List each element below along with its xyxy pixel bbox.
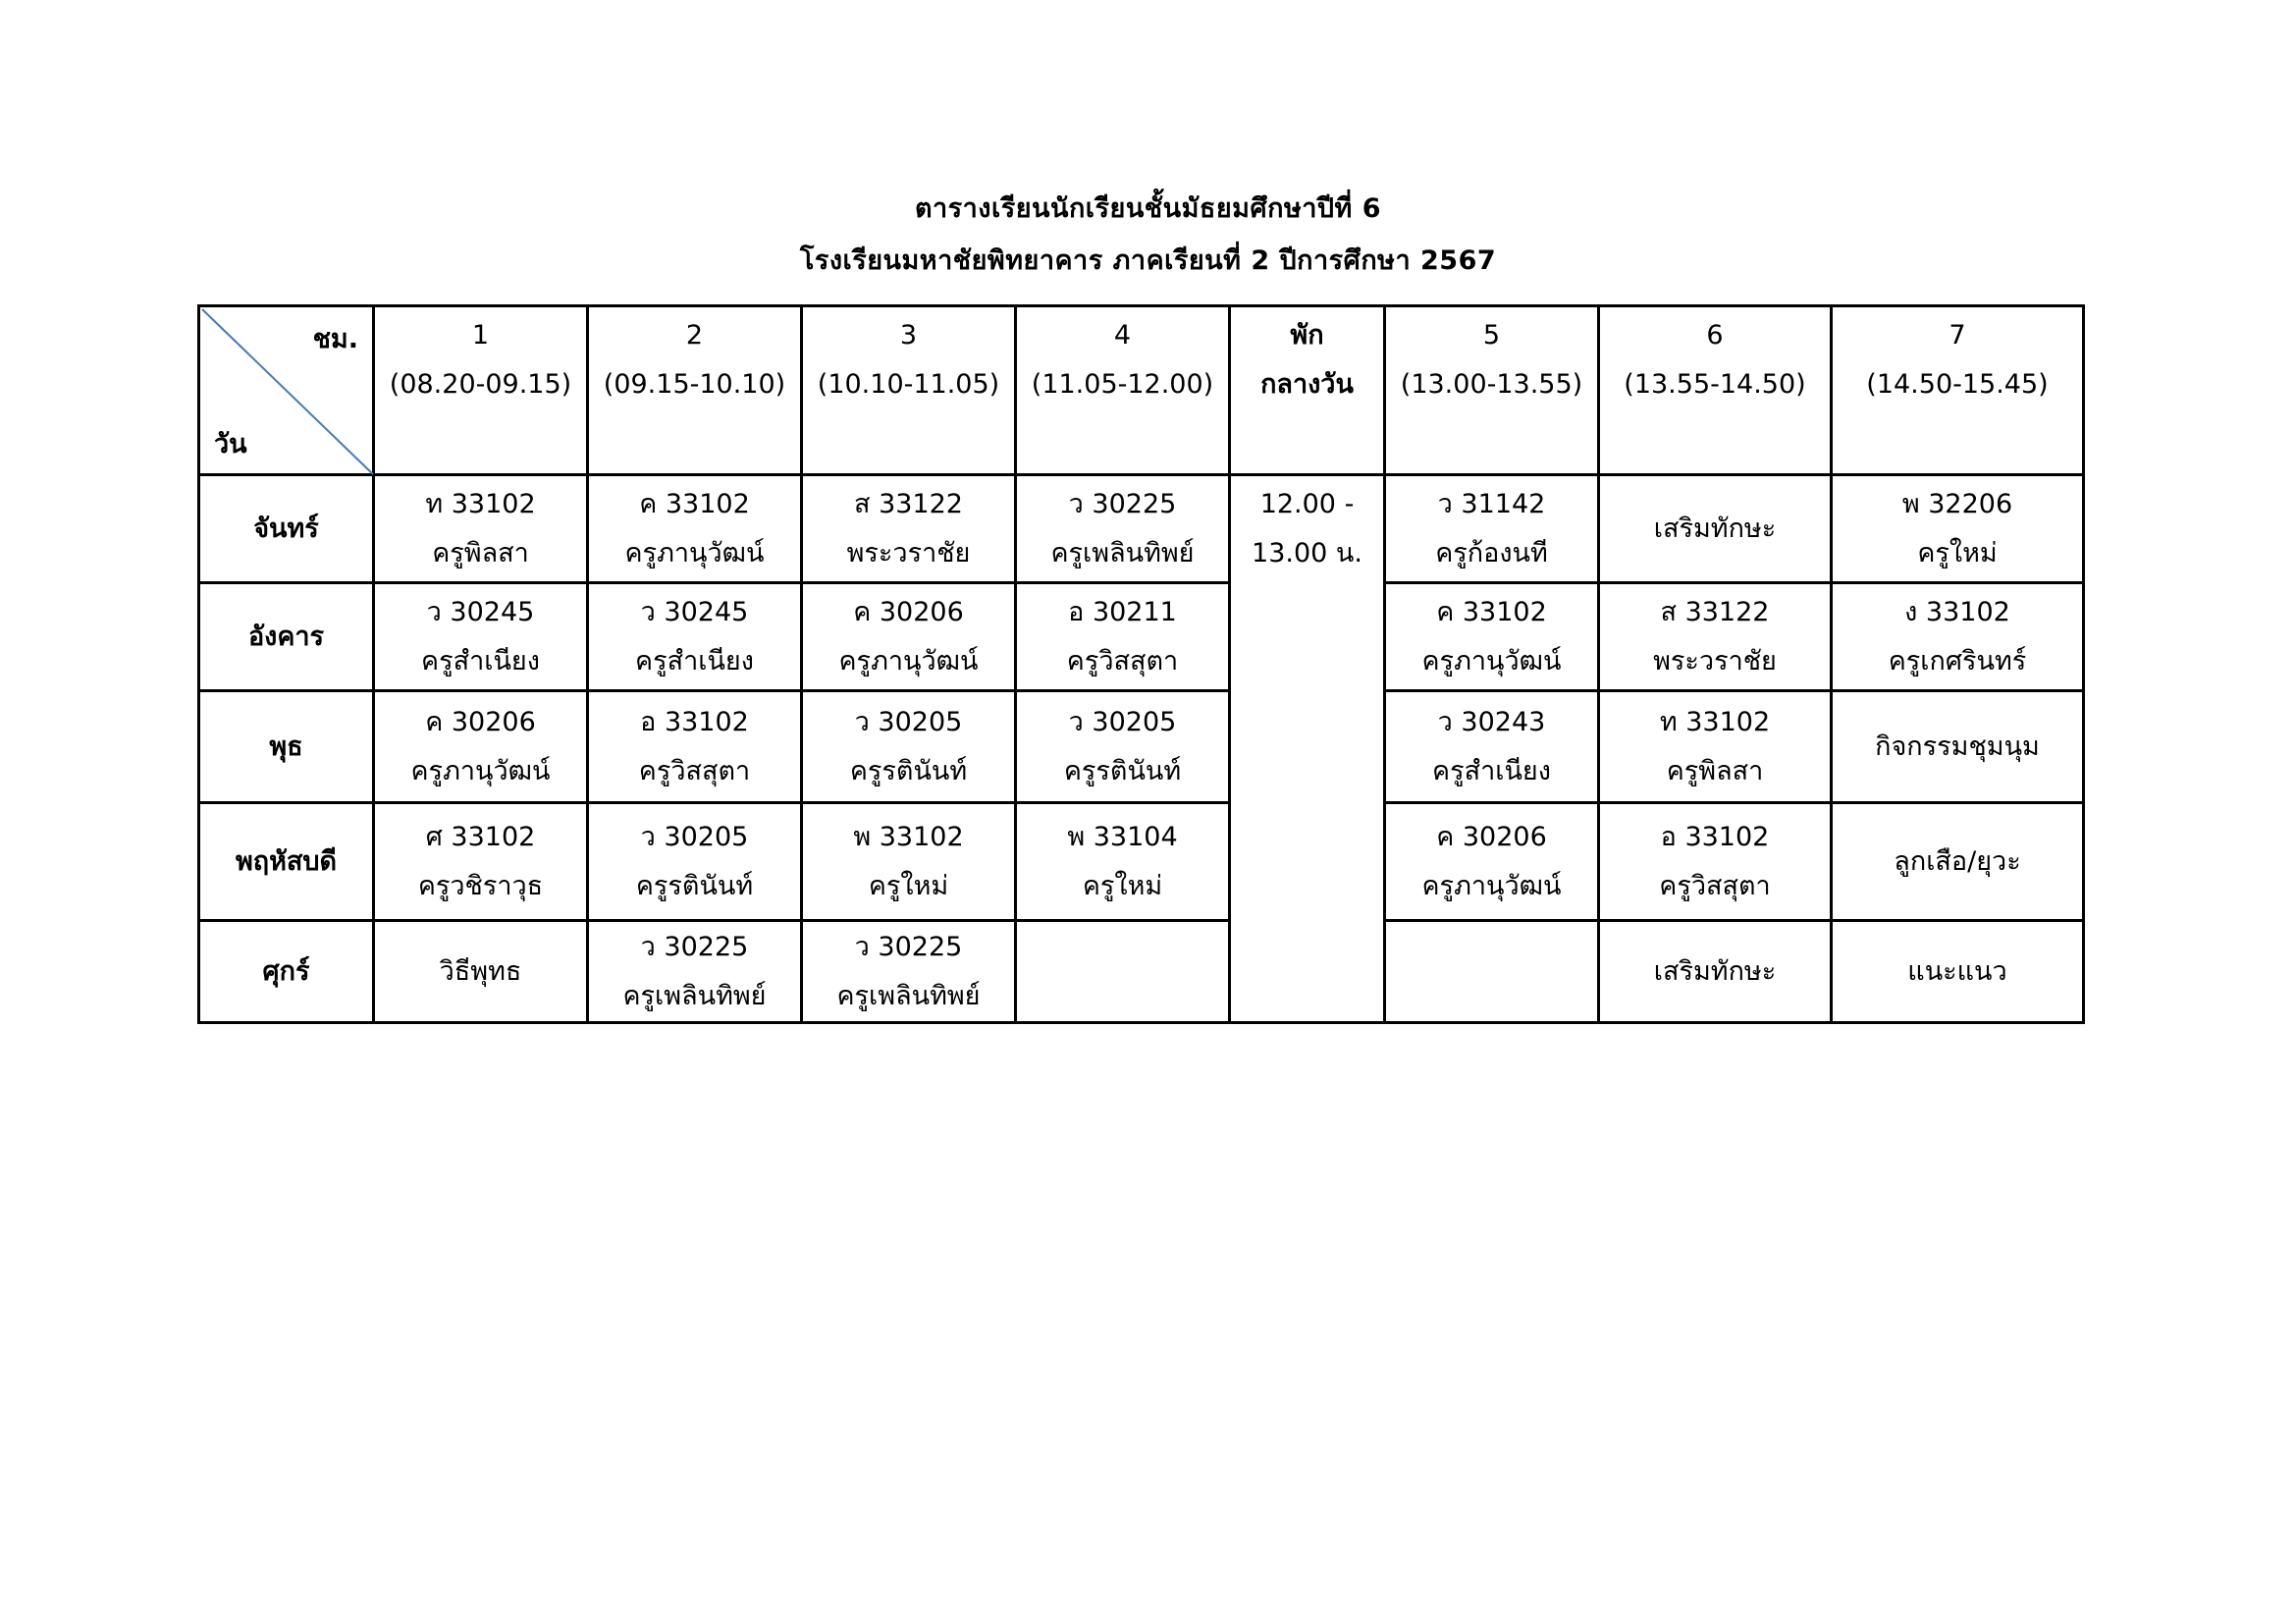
period-header-5: [1385, 306, 1599, 475]
class-cell: [1599, 475, 1832, 583]
class-cell: [1016, 803, 1230, 921]
class-cell: [1832, 803, 2084, 921]
class-cell: [1385, 475, 1599, 583]
class-cell: [374, 475, 588, 583]
day-row: [199, 803, 2084, 921]
teacher-name: ครูภานุวัฒน์: [1421, 870, 1562, 901]
teacher-name: ครูพิลสา: [1666, 755, 1764, 786]
subject-code: ส 33122: [854, 488, 963, 519]
subject-code: อ 33102: [640, 706, 749, 737]
teacher-name: ครูพิลสา: [432, 537, 529, 568]
subject-code: ส 33122: [1660, 596, 1770, 627]
period-time: (08.20-09.15): [389, 369, 572, 400]
period-number: 4: [1113, 320, 1132, 351]
subject-code: ว 31142: [1437, 488, 1546, 519]
class-cell: [802, 583, 1016, 691]
day-name: ศุกร์: [199, 921, 374, 1023]
day-name: จันทร์: [199, 475, 374, 583]
subject-code: อ 30211: [1068, 596, 1177, 627]
subject-code: วิธีพุทธ: [439, 955, 522, 987]
subject-code: ว 30205: [854, 706, 963, 737]
period-time: (09.15-10.10): [603, 369, 786, 400]
teacher-name: ครูสำเนียง: [635, 645, 754, 677]
lunch-time: 12.00 -: [1259, 489, 1355, 519]
hour-label: ชม.: [312, 324, 358, 354]
teacher-name: พระวราชัย: [846, 537, 971, 568]
class-cell: [588, 691, 802, 803]
subject-code: อ 33102: [1660, 821, 1770, 852]
teacher-name: ครูภานุวัฒน์: [410, 755, 551, 786]
class-cell: [588, 803, 802, 921]
day-row: [199, 921, 2084, 1023]
subject-code: ค 33102: [1436, 596, 1547, 627]
day-name: พฤหัสบดี: [199, 803, 374, 921]
day-label: วัน: [214, 429, 247, 460]
period-header-4: [1016, 306, 1230, 475]
subject-code: ว 30245: [640, 596, 749, 627]
subject-code: ว 30205: [1068, 706, 1177, 737]
teacher-name: ครูสำเนียง: [1432, 755, 1551, 786]
teacher-name: ครูรตินันท์: [849, 755, 968, 786]
class-cell: [1599, 691, 1832, 803]
period-number: 6: [1706, 320, 1724, 351]
period-time: (14.50-15.45): [1866, 369, 2049, 400]
teacher-name: ครูใหม่: [868, 870, 949, 901]
class-cell: [1832, 691, 2084, 803]
class-cell: [802, 691, 1016, 803]
subject-code: เสริมทักษะ: [1653, 513, 1777, 544]
class-cell: [1385, 921, 1599, 1023]
teacher-name: ครูวิสสุตา: [1659, 870, 1771, 901]
teacher-name: ครูวชิราวุธ: [417, 870, 544, 901]
period-time: (13.55-14.50): [1624, 369, 1806, 400]
class-cell: [1385, 803, 1599, 921]
day-row: [199, 475, 2084, 583]
subject-code: ค 30206: [1436, 821, 1547, 852]
period-header-1: [374, 306, 588, 475]
period-number: 3: [899, 320, 918, 351]
subject-code: ศ 33102: [425, 821, 536, 852]
period-header-6: [1599, 306, 1832, 475]
teacher-name: ครูสำเนียง: [421, 645, 540, 677]
subject-code: ง 33102: [1904, 596, 2010, 627]
period-number: 2: [685, 320, 704, 351]
day-name: อังคาร: [199, 583, 374, 691]
teacher-name: ครูวิสสุตา: [1066, 645, 1179, 677]
lunch-header-label: พัก: [1290, 320, 1324, 351]
subject-code: ว 30225: [854, 931, 963, 962]
class-cell: [1016, 583, 1230, 691]
subject-code: พ 33102: [853, 821, 964, 852]
class-cell: [588, 583, 802, 691]
teacher-name: ครูใหม่: [1917, 537, 1998, 568]
period-time: (13.00-13.55): [1400, 369, 1583, 400]
header-corner: [199, 306, 374, 475]
teacher-name: ครูเพลินทิพย์: [1050, 537, 1195, 568]
teacher-name: พระวราชัย: [1653, 645, 1777, 677]
teacher-name: ครูเพลินทิพย์: [622, 980, 767, 1011]
subject-code: ค 33102: [639, 488, 750, 519]
class-cell: [588, 475, 802, 583]
teacher-name: ครูเพลินทิพย์: [836, 980, 981, 1011]
teacher-name: ครูรตินันท์: [635, 870, 754, 901]
subject-code: กิจกรรมชุมนุม: [1875, 731, 2040, 762]
teacher-name: ครูก้องนที: [1435, 537, 1548, 568]
class-cell: [802, 475, 1016, 583]
subject-code: เสริมทักษะ: [1653, 955, 1777, 987]
teacher-name: ครูใหม่: [1082, 870, 1163, 901]
teacher-name: ครูรตินันท์: [1063, 755, 1182, 786]
class-cell: [802, 921, 1016, 1023]
class-cell: [1016, 921, 1230, 1023]
class-cell: [374, 803, 588, 921]
class-cell: [374, 921, 588, 1023]
lunch-time: 13.00 น.: [1252, 538, 1362, 568]
subject-code: ท 33102: [1659, 706, 1771, 737]
subject-code: ท 33102: [425, 488, 536, 519]
teacher-name: ครูวิสสุตา: [638, 755, 751, 786]
day-row: [199, 583, 2084, 691]
period-header-7: [1832, 306, 2084, 475]
class-cell: [1832, 583, 2084, 691]
lunch-break-cell: [1230, 475, 1385, 1023]
class-cell: [374, 691, 588, 803]
subject-code: ว 30245: [426, 596, 535, 627]
day-row: [199, 691, 2084, 803]
class-cell: [1599, 803, 1832, 921]
class-cell: [1599, 921, 1832, 1023]
subject-code: ว 30243: [1437, 706, 1546, 737]
period-time: (11.05-12.00): [1031, 369, 1214, 400]
lunch-header: [1230, 306, 1385, 475]
period-number: 5: [1482, 320, 1501, 351]
period-time: (10.10-11.05): [817, 369, 1000, 400]
schedule-title: ตารางเรียนนักเรียนชั้นมัธยมศึกษาปีที่ 6: [914, 193, 1382, 224]
class-cell: [1832, 475, 2084, 583]
period-header-2: [588, 306, 802, 475]
lunch-header-label: กลางวัน: [1260, 369, 1354, 400]
period-header-3: [802, 306, 1016, 475]
class-cell: [1385, 691, 1599, 803]
subject-code: แนะแนว: [1907, 955, 2007, 987]
subject-code: ว 30205: [640, 821, 749, 852]
school-semester-title: โรงเรียนมหาชัยพิทยาคาร ภาคเรียนที่ 2 ปีการศึกษา 2567: [799, 245, 1497, 276]
teacher-name: ครูภานุวัฒน์: [1421, 645, 1562, 677]
class-cell: [588, 921, 802, 1023]
subject-code: ว 30225: [640, 931, 749, 962]
period-number: 7: [1949, 320, 1966, 351]
timetable: [197, 304, 2085, 1024]
day-name: พุธ: [199, 691, 374, 803]
class-cell: [1016, 691, 1230, 803]
subject-code: ค 30206: [425, 706, 536, 737]
period-number: 1: [471, 320, 490, 351]
subject-code: พ 33104: [1067, 821, 1178, 852]
teacher-name: ครูเกศรินทร์: [1888, 645, 2027, 677]
class-cell: [1599, 583, 1832, 691]
subject-code: พ 32206: [1901, 488, 2013, 519]
subject-code: ลูกเสือ/ยุวะ: [1894, 845, 2021, 877]
subject-code: ว 30225: [1068, 488, 1177, 519]
class-cell: [802, 803, 1016, 921]
class-cell: [1385, 583, 1599, 691]
teacher-name: ครูภานุวัฒน์: [838, 645, 979, 677]
subject-code: ค 30206: [853, 596, 964, 627]
teacher-name: ครูภานุวัฒน์: [624, 537, 765, 568]
class-cell: [1016, 475, 1230, 583]
class-cell: [374, 583, 588, 691]
class-cell: [1832, 921, 2084, 1023]
